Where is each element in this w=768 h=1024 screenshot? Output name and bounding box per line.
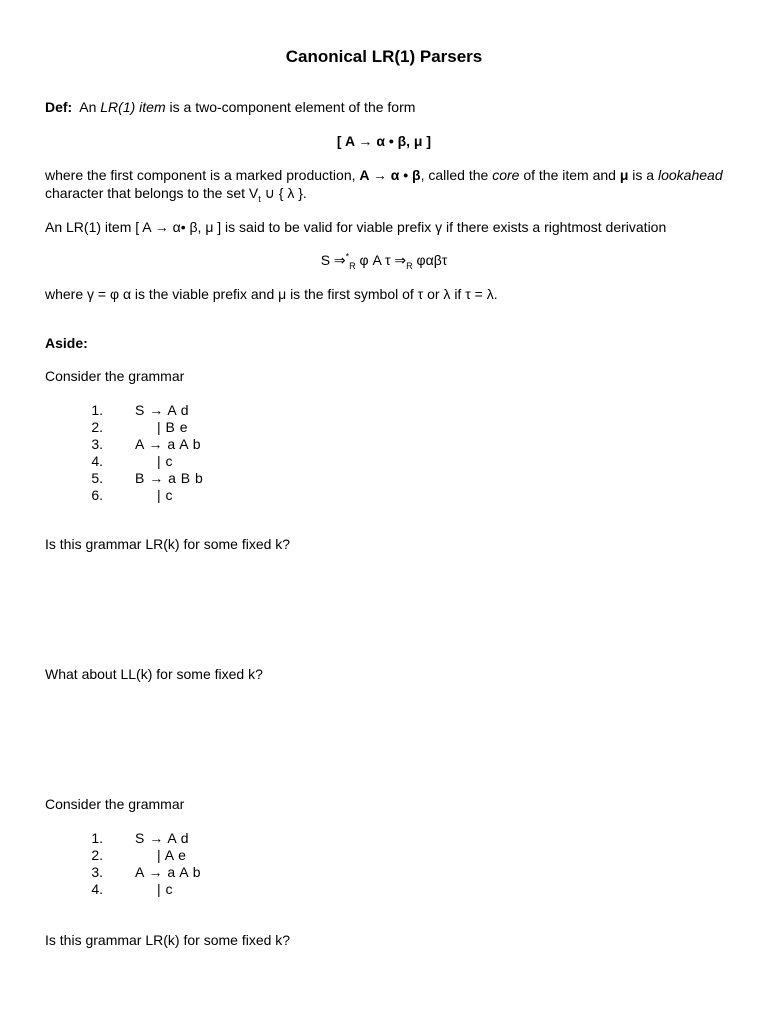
rule-number: 2. (91, 419, 103, 435)
rule-number: 3. (91, 436, 103, 452)
grammar1-ll-question: What about LL(k) for some fixed k? (45, 666, 263, 682)
grammar1-intro: Consider the grammar (45, 368, 185, 384)
set-text-after: ∪ { λ }. (260, 185, 307, 201)
core-text-is: is a (628, 167, 658, 183)
grammar2-lr-question: Is this grammar LR(k) for some fixed k? (45, 932, 291, 948)
rule-number: 6. (91, 487, 103, 503)
rule-production: S → A d (135, 402, 190, 418)
grammar1-lr-question: Is this grammar LR(k) for some fixed k? (45, 536, 291, 552)
valid-item-text: An LR(1) item [ A → α• β, μ ] is said to be valid for viable prefix γ if there exists a rightmost derivation (45, 219, 667, 235)
definition-term: LR(1) item (100, 99, 166, 115)
core-production: A → α • β (359, 167, 421, 183)
rule-number: 1. (91, 402, 103, 418)
mu-symbol: μ (619, 167, 629, 183)
rule-number: 4. (91, 453, 103, 469)
page-title: Canonical LR(1) Parsers (285, 47, 483, 66)
core-explanation-line1 (45, 167, 723, 183)
rule-production: | c (135, 881, 173, 897)
derivation-mid: φ A τ ⇒ (355, 252, 407, 268)
definition-intro-before: An (79, 99, 101, 115)
core-text-mid: , called the (420, 167, 493, 183)
rule-production: S → A d (135, 830, 190, 846)
rule-production: | B e (135, 419, 188, 435)
derivation-star: * (345, 251, 350, 262)
definition-intro-after: is a two-component element of the form (165, 99, 416, 115)
rule-production: | A e (135, 847, 187, 863)
rule-production: A → a A b (135, 436, 201, 452)
rule-number: 5. (91, 470, 103, 486)
rule-production: B → a B b (135, 470, 204, 486)
core-text-before: where the first component is a marked production, (45, 167, 360, 183)
lookahead-term: lookahead (658, 167, 723, 183)
definition-line (45, 99, 415, 115)
derivation-end: φαβτ (412, 252, 448, 268)
aside-label: Aside: (45, 335, 88, 351)
derivation-r1: R (349, 260, 356, 271)
rule-number: 4. (91, 881, 103, 897)
rule-number: 3. (91, 864, 103, 880)
rule-number: 1. (91, 830, 103, 846)
derivation-start: S ⇒ (320, 252, 346, 268)
rule-production: | c (135, 487, 173, 503)
rule-number: 2. (91, 847, 103, 863)
item-form: [ A → α • β, μ ] (336, 133, 432, 149)
core-text-after: of the item and (519, 167, 620, 183)
definition-label: Def: (45, 99, 73, 115)
core-term: core (492, 167, 520, 183)
rule-production: | c (135, 453, 173, 469)
set-subscript: t (258, 193, 261, 204)
rule-production: A → a A b (135, 864, 201, 880)
set-text-before: character that belongs to the set V (45, 185, 259, 201)
grammar2-intro: Consider the grammar (45, 796, 185, 812)
derivation-r2: R (406, 260, 413, 271)
core-explanation-line2 (45, 185, 307, 202)
viable-prefix-text: where γ = φ α is the viable prefix and μ is the first symbol of τ or λ if τ = λ. (45, 286, 498, 302)
rightmost-derivation (0, 252, 768, 269)
